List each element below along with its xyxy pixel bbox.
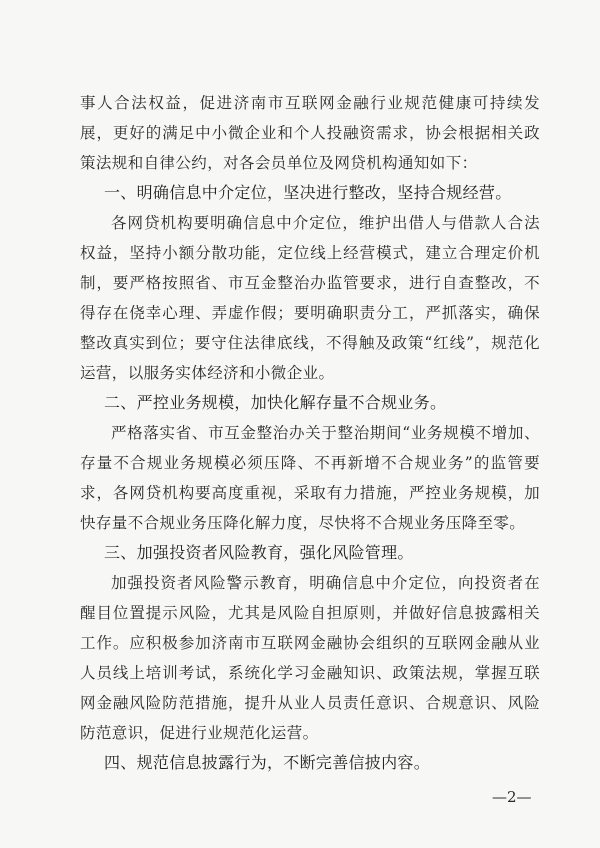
page-number: —2— (492, 788, 532, 806)
intro-paragraph: 事人合法权益，促进济南市互联网金融行业规范健康可持续发展，更好的满足中小微企业和个人投融资需求，协会根据相关政策法规和自律公约，对各会员单位及网贷机构通知如下： (80, 94, 540, 172)
section-1-body: 各网贷机构要明确信息中介定位，维护出借人与借款人合法权益，坚持小额分散功能，定位线上经营模式，建立合理定价机制，要严格按照省、市互金整治办监管要求，进行自查整改，不得存在侥幸心理、弄虚作假；要明确职责分工，严抓落实，确保整改真实到位；要守住法律底线，不得触及政策“红线”，规范化运营，以服务实体经济和小微企业。 (80, 214, 540, 382)
section-3-body: 加强投资者风险警示教育，明确信息中介定位，向投资者在醒目位置提示风险，尤其是风险自担原则，并做好信息披露相关工作。应积极参加济南市互联网金融协会组织的互联网金融从业人员线上培训考试，系统化学习金融知识、政策法规，掌握互联网金融风险防范措施，提升从业人员责任意识、合规意识、风险防范意识，促进行业规范化运营。 (80, 574, 540, 742)
section-2-body: 严格落实省、市互金整治办关于整治期间“业务规模不增加、存量不合规业务规模必须压降、不再新增不合规业务”的监管要求，各网贷机构要高度重视，采取有力措施，严控业务规模，加快存量不合规业务压降化解力度，尽快将不合规业务压降至零。 (80, 424, 540, 532)
section-3-heading: 三、加强投资者风险教育，强化风险管理。 (104, 543, 414, 562)
section-1-heading: 一、明确信息中介定位，坚决进行整改，坚持合规经营。 (104, 183, 512, 202)
section-2-heading: 二、严控业务规模，加快化解存量不合规业务。 (104, 393, 447, 412)
section-4-heading: 四、规范信息披露行为，不断完善信披内容。 (104, 753, 431, 772)
